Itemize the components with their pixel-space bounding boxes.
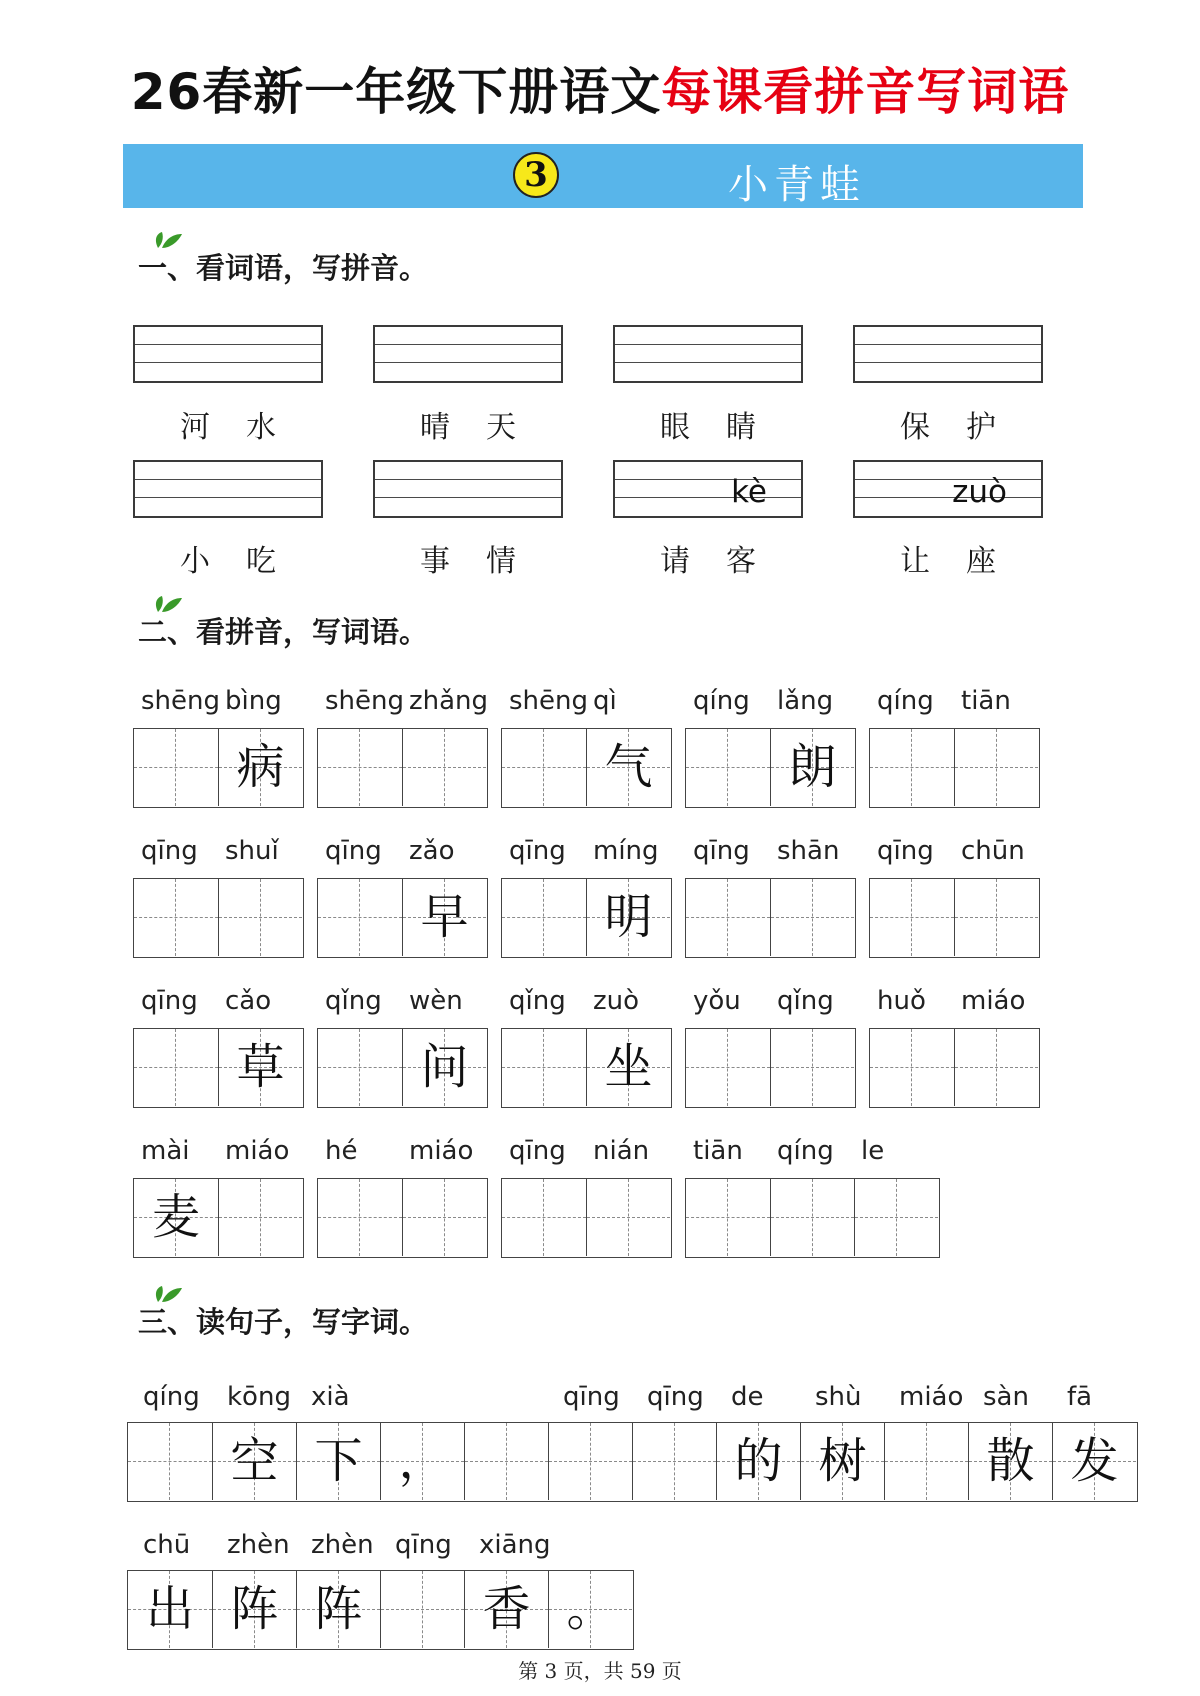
- tianzige-cell[interactable]: [716, 1423, 800, 1500]
- guide-line: [135, 497, 321, 498]
- pinyin-label: fā: [1067, 1382, 1093, 1412]
- pinyin-label: qǐng: [325, 986, 382, 1016]
- given-character: ，: [398, 1433, 447, 1489]
- dashed-guide: [896, 1179, 897, 1256]
- dashed-guide: [911, 879, 912, 956]
- pinyin-label: zhèn: [311, 1530, 374, 1560]
- sentence-grid[interactable]: [127, 1570, 634, 1650]
- tianzige-cell[interactable]: [464, 1423, 548, 1500]
- given-character: 空: [230, 1433, 279, 1489]
- pinyin-label: chūn: [961, 836, 1025, 866]
- character-grid[interactable]: [317, 1028, 488, 1108]
- tianzige-cell[interactable]: [770, 729, 854, 806]
- tianzige-cell[interactable]: [502, 729, 586, 806]
- tianzige-cell[interactable]: [954, 879, 1038, 956]
- character-grid[interactable]: [317, 878, 488, 958]
- tianzige-cell[interactable]: [954, 1029, 1038, 1106]
- page-footer: 第 3 页，共 59 页: [518, 1659, 682, 1683]
- dashed-guide: [444, 1179, 445, 1256]
- tianzige-cell[interactable]: [870, 1029, 954, 1106]
- dashed-guide: [359, 879, 360, 956]
- dashed-guide: [543, 729, 544, 806]
- given-character: 的: [734, 1433, 783, 1489]
- tianzige-cell[interactable]: [318, 1029, 402, 1106]
- tianzige-cell[interactable]: [502, 1179, 586, 1256]
- character-grid[interactable]: [501, 1178, 672, 1258]
- pinyin-label: tiān: [961, 686, 1011, 716]
- tianzige-cell[interactable]: [218, 1029, 302, 1106]
- dashed-guide: [727, 1179, 728, 1256]
- pinyin-label: qīng: [141, 836, 198, 866]
- tianzige-cell[interactable]: [218, 1179, 302, 1256]
- pinyin-label: qīng: [877, 836, 934, 866]
- pinyin-label: xiāng: [479, 1530, 551, 1560]
- guide-line: [855, 362, 1041, 363]
- pinyin-label: cǎo: [225, 986, 272, 1016]
- pinyin-label: miáo: [409, 1136, 474, 1166]
- pinyin-label: shēng: [509, 686, 589, 716]
- word-label: 事情: [420, 544, 552, 579]
- given-character: 。: [566, 1581, 615, 1637]
- tianzige-cell[interactable]: [968, 1423, 1052, 1500]
- tianzige-cell[interactable]: [870, 729, 954, 806]
- tianzige-cell[interactable]: [800, 1423, 884, 1500]
- pinyin-label: de: [731, 1382, 764, 1412]
- pinyin-label: miáo: [961, 986, 1026, 1016]
- pinyin-label: tiān: [693, 1136, 743, 1166]
- dashed-guide: [727, 879, 728, 956]
- dashed-guide: [502, 917, 586, 918]
- tianzige-cell[interactable]: [318, 1179, 402, 1256]
- tianzige-cell[interactable]: [402, 729, 486, 806]
- tianzige-cell[interactable]: [502, 1029, 586, 1106]
- given-character: 气: [604, 739, 653, 795]
- pinyin-label: huǒ: [877, 986, 926, 1016]
- word-label: 保护: [900, 410, 1032, 445]
- tianzige-cell[interactable]: [212, 1423, 296, 1500]
- dashed-guide: [543, 1029, 544, 1106]
- lesson-name: 小青蛙: [728, 162, 866, 208]
- dashed-guide: [318, 1067, 402, 1068]
- pinyin-label: kōng: [227, 1382, 291, 1412]
- dashed-guide: [359, 1179, 360, 1256]
- tianzige-cell[interactable]: [212, 1571, 296, 1648]
- given-character: 树: [818, 1433, 867, 1489]
- given-character: 香: [482, 1581, 531, 1637]
- pinyin-label: wèn: [409, 986, 463, 1016]
- guide-line: [615, 344, 801, 345]
- pinyin-label: míng: [593, 836, 659, 866]
- dashed-guide: [686, 1217, 770, 1218]
- character-grid[interactable]: [317, 728, 488, 808]
- given-character: 草: [236, 1039, 285, 1095]
- given-character: 问: [420, 1039, 469, 1095]
- tianzige-cell[interactable]: [128, 1423, 212, 1500]
- character-grid[interactable]: [869, 878, 1040, 958]
- tianzige-cell[interactable]: [586, 1179, 670, 1256]
- guide-line: [135, 344, 321, 345]
- dashed-guide: [812, 879, 813, 956]
- character-grid[interactable]: [133, 878, 304, 958]
- dashed-guide: [911, 729, 912, 806]
- pinyin-label: yǒu: [693, 986, 741, 1016]
- dashed-guide: [506, 1423, 507, 1500]
- dashed-guide: [175, 729, 176, 806]
- given-character: 病: [236, 739, 285, 795]
- tianzige-cell[interactable]: [402, 1029, 486, 1106]
- guide-line: [135, 479, 321, 480]
- character-grid[interactable]: [317, 1178, 488, 1258]
- dashed-guide: [996, 879, 997, 956]
- tianzige-cell[interactable]: [884, 1423, 968, 1500]
- worksheet-title: [0, 52, 1200, 124]
- given-character: 坐: [604, 1039, 653, 1095]
- tianzige-cell[interactable]: [586, 1029, 670, 1106]
- pinyin-label: zhǎng: [409, 686, 489, 716]
- dashed-guide: [444, 729, 445, 806]
- given-character: 朗: [788, 739, 837, 795]
- tianzige-cell[interactable]: [464, 1571, 548, 1648]
- given-character: 麦: [151, 1189, 200, 1245]
- character-grid[interactable]: [133, 1178, 304, 1258]
- dashed-guide: [870, 767, 954, 768]
- tianzige-cell[interactable]: [380, 1571, 464, 1648]
- pinyin-writing-box[interactable]: [613, 325, 803, 383]
- word-label: 晴天: [420, 410, 552, 445]
- pinyin-label: sàn: [983, 1382, 1029, 1412]
- pinyin-label: miáo: [225, 1136, 290, 1166]
- tianzige-cell[interactable]: [686, 1029, 770, 1106]
- pinyin-label: hé: [325, 1136, 358, 1166]
- tianzige-cell[interactable]: [770, 1179, 854, 1256]
- pinyin-label: qīng: [563, 1382, 620, 1412]
- guide-line: [375, 479, 561, 480]
- dashed-guide: [727, 729, 728, 806]
- dashed-guide: [628, 1179, 629, 1256]
- lesson-number-badge: 3: [513, 152, 559, 198]
- dashed-guide: [318, 767, 402, 768]
- title-highlight: 每课看拼音写词语: [661, 63, 1070, 121]
- pinyin-label: lǎng: [777, 686, 834, 716]
- pinyin-label: qíng: [777, 1136, 834, 1166]
- pinyin-label: shuǐ: [225, 836, 279, 866]
- tianzige-cell[interactable]: [870, 879, 954, 956]
- dashed-guide: [359, 729, 360, 806]
- pinyin-label: mài: [141, 1136, 190, 1166]
- pinyin-label: qīng: [395, 1530, 452, 1560]
- tianzige-cell[interactable]: [380, 1423, 464, 1500]
- given-character: 明: [604, 889, 653, 945]
- given-character: 阵: [314, 1581, 363, 1637]
- dashed-guide: [128, 1461, 212, 1462]
- dashed-guide: [686, 917, 770, 918]
- dashed-guide: [422, 1571, 423, 1648]
- given-character: 发: [1070, 1433, 1119, 1489]
- pinyin-label: qīng: [325, 836, 382, 866]
- tianzige-cell[interactable]: [548, 1571, 632, 1648]
- tianzige-cell[interactable]: [296, 1423, 380, 1500]
- tianzige-cell[interactable]: [296, 1571, 380, 1648]
- tianzige-cell[interactable]: [502, 879, 586, 956]
- dashed-guide: [590, 1423, 591, 1500]
- tianzige-cell[interactable]: [134, 879, 218, 956]
- given-pinyin: zuò: [952, 474, 1007, 510]
- guide-line: [855, 497, 1041, 498]
- tianzige-cell[interactable]: [586, 879, 670, 956]
- dashed-guide: [134, 767, 218, 768]
- dashed-guide: [318, 917, 402, 918]
- tianzige-cell[interactable]: [134, 1179, 218, 1256]
- pinyin-label: qíng: [693, 686, 750, 716]
- tianzige-cell[interactable]: [770, 879, 854, 956]
- dashed-guide: [359, 1029, 360, 1106]
- character-grid[interactable]: [501, 1028, 672, 1108]
- dashed-guide: [318, 1217, 402, 1218]
- dashed-guide: [686, 767, 770, 768]
- pinyin-writing-box[interactable]: [373, 325, 563, 383]
- guide-line: [135, 362, 321, 363]
- dashed-guide: [134, 1067, 218, 1068]
- pinyin-label: bìng: [225, 686, 282, 716]
- tianzige-cell[interactable]: [402, 879, 486, 956]
- pinyin-label: shù: [815, 1382, 862, 1412]
- guide-line: [615, 479, 801, 480]
- lesson-banner: [123, 144, 1083, 208]
- tianzige-cell[interactable]: [218, 879, 302, 956]
- dashed-guide: [870, 917, 954, 918]
- pinyin-label: le: [861, 1136, 885, 1166]
- character-grid[interactable]: [133, 728, 304, 808]
- pinyin-label: qīng: [141, 986, 198, 1016]
- given-pinyin: kè: [731, 474, 767, 510]
- pinyin-writing-box[interactable]: [613, 460, 803, 518]
- sentence-grid[interactable]: [127, 1422, 1138, 1502]
- pinyin-writing-box[interactable]: [133, 325, 323, 383]
- tianzige-cell[interactable]: [586, 729, 670, 806]
- guide-line: [375, 344, 561, 345]
- character-grid[interactable]: [133, 1028, 304, 1108]
- pinyin-label: xià: [311, 1382, 350, 1412]
- dashed-guide: [175, 1029, 176, 1106]
- dashed-guide: [502, 1067, 586, 1068]
- dashed-guide: [543, 1179, 544, 1256]
- character-grid[interactable]: [685, 878, 856, 958]
- tianzige-cell[interactable]: [686, 1179, 770, 1256]
- guide-line: [615, 497, 801, 498]
- word-label: 小吃: [180, 544, 312, 579]
- tianzige-cell[interactable]: [686, 879, 770, 956]
- guide-line: [375, 497, 561, 498]
- pinyin-label: qīng: [693, 836, 750, 866]
- pinyin-label: qì: [593, 686, 617, 716]
- pinyin-writing-box[interactable]: [853, 460, 1043, 518]
- pinyin-writing-box[interactable]: [133, 460, 323, 518]
- pinyin-label: zhèn: [227, 1530, 290, 1560]
- tianzige-cell[interactable]: [632, 1423, 716, 1500]
- pinyin-writing-box[interactable]: [853, 325, 1043, 383]
- title-main: 26春新一年级下册语文: [130, 63, 662, 121]
- guide-line: [375, 362, 561, 363]
- dashed-guide: [260, 879, 261, 956]
- section-one-title: 一、看词语，写拼音。: [138, 251, 429, 285]
- tianzige-cell[interactable]: [686, 729, 770, 806]
- tianzige-cell[interactable]: [548, 1423, 632, 1500]
- pinyin-label: qīng: [509, 1136, 566, 1166]
- section-two-title: 二、看拼音，写词语。: [138, 615, 429, 649]
- character-grid[interactable]: [501, 878, 672, 958]
- pinyin-label: chū: [143, 1530, 191, 1560]
- dashed-guide: [812, 1029, 813, 1106]
- guide-line: [855, 479, 1041, 480]
- pinyin-label: qíng: [143, 1382, 200, 1412]
- dashed-guide: [169, 1423, 170, 1500]
- dashed-guide: [134, 917, 218, 918]
- tianzige-cell[interactable]: [134, 1029, 218, 1106]
- tianzige-cell[interactable]: [128, 1571, 212, 1648]
- given-character: 出: [145, 1581, 194, 1637]
- section-three-title: 三、读句子，写字词。: [138, 1305, 429, 1339]
- dashed-guide: [686, 1067, 770, 1068]
- dashed-guide: [996, 729, 997, 806]
- character-grid[interactable]: [501, 728, 672, 808]
- tianzige-cell[interactable]: [770, 1029, 854, 1106]
- pinyin-label: nián: [593, 1136, 650, 1166]
- pinyin-label: qǐng: [777, 986, 834, 1016]
- dashed-guide: [175, 879, 176, 956]
- dashed-guide: [502, 1217, 586, 1218]
- guide-line: [855, 344, 1041, 345]
- given-character: 阵: [230, 1581, 279, 1637]
- pinyin-label: zǎo: [409, 836, 455, 866]
- pinyin-label: miáo: [899, 1382, 964, 1412]
- pinyin-label: qǐng: [509, 986, 566, 1016]
- character-grid[interactable]: [685, 1028, 856, 1108]
- tianzige-cell[interactable]: [218, 729, 302, 806]
- pinyin-label: qīng: [509, 836, 566, 866]
- character-grid[interactable]: [685, 1178, 940, 1258]
- character-grid[interactable]: [869, 728, 1040, 808]
- dashed-guide: [812, 1179, 813, 1256]
- given-character: 早: [420, 889, 469, 945]
- tianzige-cell[interactable]: [1052, 1423, 1136, 1500]
- pinyin-writing-box[interactable]: [373, 460, 563, 518]
- character-grid[interactable]: [869, 1028, 1040, 1108]
- word-label: 请客: [660, 544, 792, 579]
- dashed-guide: [727, 1029, 728, 1106]
- dashed-guide: [674, 1423, 675, 1500]
- tianzige-cell[interactable]: [318, 729, 402, 806]
- pinyin-label: qīng: [647, 1382, 704, 1412]
- dashed-guide: [926, 1423, 927, 1500]
- word-label: 眼睛: [660, 410, 792, 445]
- dashed-guide: [502, 767, 586, 768]
- tianzige-cell[interactable]: [854, 1179, 938, 1256]
- pinyin-label: shān: [777, 836, 840, 866]
- dashed-guide: [260, 1179, 261, 1256]
- tianzige-cell[interactable]: [134, 729, 218, 806]
- dashed-guide: [911, 1029, 912, 1106]
- dashed-guide: [870, 1067, 954, 1068]
- tianzige-cell[interactable]: [402, 1179, 486, 1256]
- given-character: 散: [986, 1433, 1035, 1489]
- pinyin-label: shēng: [141, 686, 221, 716]
- pinyin-label: shēng: [325, 686, 405, 716]
- character-grid[interactable]: [685, 728, 856, 808]
- pinyin-label: qíng: [877, 686, 934, 716]
- word-label: 让座: [900, 544, 1032, 579]
- tianzige-cell[interactable]: [954, 729, 1038, 806]
- word-label: 河水: [180, 410, 312, 445]
- given-character: 下: [314, 1433, 363, 1489]
- dashed-guide: [996, 1029, 997, 1106]
- tianzige-cell[interactable]: [318, 879, 402, 956]
- dashed-guide: [543, 879, 544, 956]
- guide-line: [615, 362, 801, 363]
- pinyin-label: zuò: [593, 986, 640, 1016]
